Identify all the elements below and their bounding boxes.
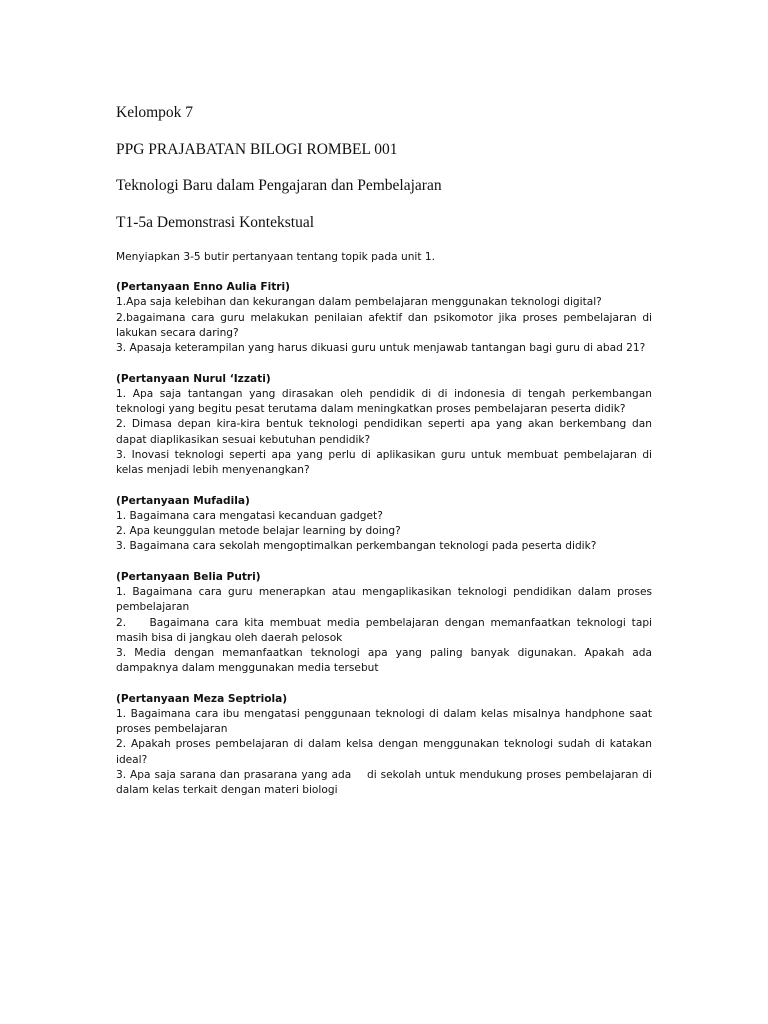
question-group-belia [116,570,656,676]
question-item: 3. Bagaimana cara sekolah mengoptimalkan perkembangan teknologi pada peserta didik? [116,540,597,553]
question-group-title: (Pertanyaan Meza Septriola) [116,692,288,705]
question-group-meza [116,692,656,798]
question-item: 2. Dimasa depan kira-kira bentuk teknologi pendidikan seperti apa yang akan berkembang dan dapat diaplikasikan sesuai kebutuhan pendidik? [116,418,652,446]
question-group-title: (Pertanyaan Belia Putri) [116,570,261,583]
question-item: 3. Inovasi teknologi seperti apa yang perlu di aplikasikan guru untuk membuat pembelajaran di kelas menjadi lebih menyenangkan? [116,448,652,476]
question-item: 3. Apasaja keterampilan yang harus dikuasi guru untuk menjawab tantangan bagi guru di abad 21? [116,342,646,355]
question-item: 1. Bagaimana cara mengatasi kecanduan gadget? [116,509,383,522]
question-item: 3. Media dengan memanfaatkan teknologi apa yang paling banyak digunakan. Apakah ada dampaknya dalam menggunakan media tersebut [116,646,652,675]
question-item: 1.Apa saja kelebihan dan kekurangan dalam pembelajaran menggunakan teknologi digital? [116,296,602,309]
intro-text: Menyiapkan 3-5 butir pertanyaan tentang topik pada unit 1. [116,251,435,263]
question-item: 2. Apakah proses pembelajaran di dalam kelsa dengan menggunakan teknologi sudah di katakan ideal? [116,738,652,766]
question-item: 1. Bagaimana cara ibu mengatasi penggunaan teknologi di dalam kelas misalnya handphone saat proses pembelajaran [116,708,652,736]
question-item: 2. Apa keunggulan metode belajar learning by doing? [116,525,401,538]
question-item: 2.bagaimana cara guru melakukan penilaian afektif dan psikomotor jika proses pembelajaran di lakukan secara daring? [116,311,652,339]
group-name-heading: Kelompok 7 [116,104,194,121]
task-heading: T1-5a Demonstrasi Kontekstual [116,213,315,231]
question-item: 2. Bagaimana cara kita membuat media pembelajaran dengan memanfaatkan teknologi tapi masih bisa di jangkau oleh daerah pelosok [116,616,656,644]
question-item: 3. Apa saja sarana dan prasarana yang ada di sekolah untuk mendukung proses pembelajaran di dalam kelas terkait dengan materi biologi [116,768,656,797]
question-item: 1. Apa saja tantangan yang dirasakan oleh pendidik di di indonesia di tengah perkembangan teknologi yang begitu pesat terutama dalam meningkatkan proses pembelajaran peserta didik? [116,387,652,416]
question-item: 1. Bagaimana cara guru menerapkan atau mengaplikasikan teknologi pendidikan dalam proses pembelajaran [116,586,652,614]
question-group-title: (Pertanyaan Nurul ‘Izzati) [116,372,271,385]
question-group-title: (Pertanyaan Enno Aulia Fitri) [116,281,290,294]
question-group-enno [116,280,652,356]
program-heading: PPG PRAJABATAN BILOGI ROMBEL 001 [116,140,398,158]
question-group-title: (Pertanyaan Mufadila) [116,494,250,507]
topic-heading: Teknologi Baru dalam Pengajaran dan Pembelajaran [116,177,442,194]
question-group-mufadila [116,494,652,555]
document-content [116,104,656,814]
question-group-nurul [116,372,652,478]
